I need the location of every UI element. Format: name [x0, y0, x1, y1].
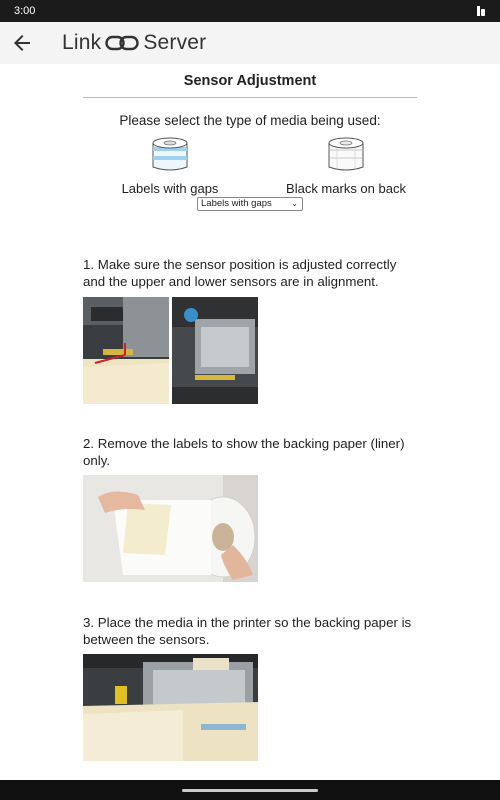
- step-1-text: 1. Make sure the sensor position is adjusted correctly and the upper and lower sensors are in alignment.: [83, 257, 397, 289]
- step-2-text: 2. Remove the labels to show the backing paper (liner) only.: [83, 436, 405, 468]
- app-bar: [0, 22, 500, 64]
- status-bar: [0, 0, 500, 22]
- media-option-label: Black marks on back: [286, 181, 406, 196]
- media-option-label: Labels with gaps: [121, 181, 219, 196]
- sensor-alignment-photos: [83, 297, 258, 404]
- label-roll-blackmarks-icon: [325, 136, 367, 174]
- system-nav-bar: [0, 780, 500, 800]
- brand-right: Server: [143, 31, 207, 54]
- app-logo: [62, 29, 206, 57]
- notification-icon: [474, 4, 488, 18]
- brand-left: Link: [62, 31, 102, 54]
- status-time: 3:00: [14, 5, 36, 17]
- title-divider: [83, 97, 417, 98]
- link-chain-icon: [105, 34, 139, 52]
- media-type-select-value: Labels with gaps: [201, 198, 272, 209]
- remove-labels-photo: [83, 475, 258, 582]
- media-prompt: Please select the type of media being used:: [119, 113, 381, 128]
- chevron-down-icon: ⌄: [291, 199, 298, 208]
- step-3-text: 3. Place the media in the printer so the backing paper is between the sensors.: [83, 615, 412, 647]
- arrow-back-icon[interactable]: [10, 31, 34, 55]
- home-handle[interactable]: [182, 789, 318, 792]
- place-media-photo: [83, 654, 258, 761]
- label-roll-gaps-icon: [149, 136, 191, 174]
- media-option-black-marks[interactable]: [266, 136, 426, 196]
- media-option-labels-with-gaps[interactable]: [90, 136, 250, 196]
- media-type-select[interactable]: [197, 197, 303, 211]
- page-title: Sensor Adjustment: [183, 73, 317, 89]
